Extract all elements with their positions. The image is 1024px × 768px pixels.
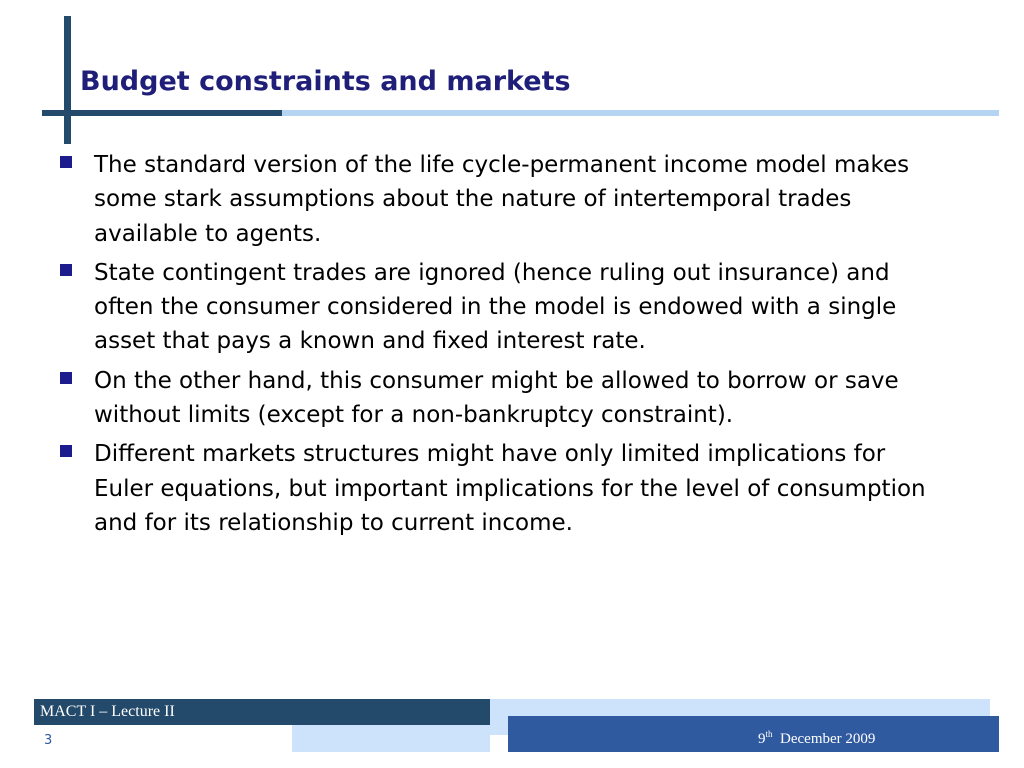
square-bullet-icon: [60, 264, 72, 276]
title-underline-dark: [42, 110, 282, 116]
bullet-item: [60, 364, 940, 433]
bullet-item: [60, 256, 940, 359]
footer-date-day: 9: [758, 731, 766, 747]
footer-date: [758, 731, 875, 748]
footer-lecture-label: MACT I – Lecture II: [40, 703, 175, 720]
title-underline-light: [282, 110, 999, 116]
bullet-text: Different markets structures might have only limited implications for Euler equations, but important implications for the level of consumption and for its relationship to current income.: [94, 441, 926, 536]
bullet-list: [60, 148, 940, 545]
footer-band-blue: [508, 716, 999, 752]
square-bullet-icon: [60, 372, 72, 384]
bullet-text: The standard version of the life cycle-permanent income model makes some stark assumptions about the nature of intertemporal trades available to agents.: [94, 152, 910, 247]
bullet-text: State contingent trades are ignored (hence ruling out insurance) and often the consumer considered in the model is endowed with a single asset that pays a known and fixed interest rate.: [94, 259, 897, 355]
square-bullet-icon: [60, 156, 72, 168]
slide-page-number: 3: [44, 733, 53, 748]
footer-date-suffix: th: [765, 729, 773, 739]
bullet-item: [60, 437, 940, 540]
bullet-item: [60, 148, 940, 251]
footer-date-rest: December 2009: [780, 731, 876, 747]
bullet-text: On the other hand, this consumer might be allowed to borrow or save without limits (except for a non-bankruptcy constraint).: [94, 367, 899, 429]
title-vertical-bar: [64, 16, 71, 144]
square-bullet-icon: [60, 445, 72, 457]
slide-title: Budget constraints and markets: [80, 66, 571, 97]
